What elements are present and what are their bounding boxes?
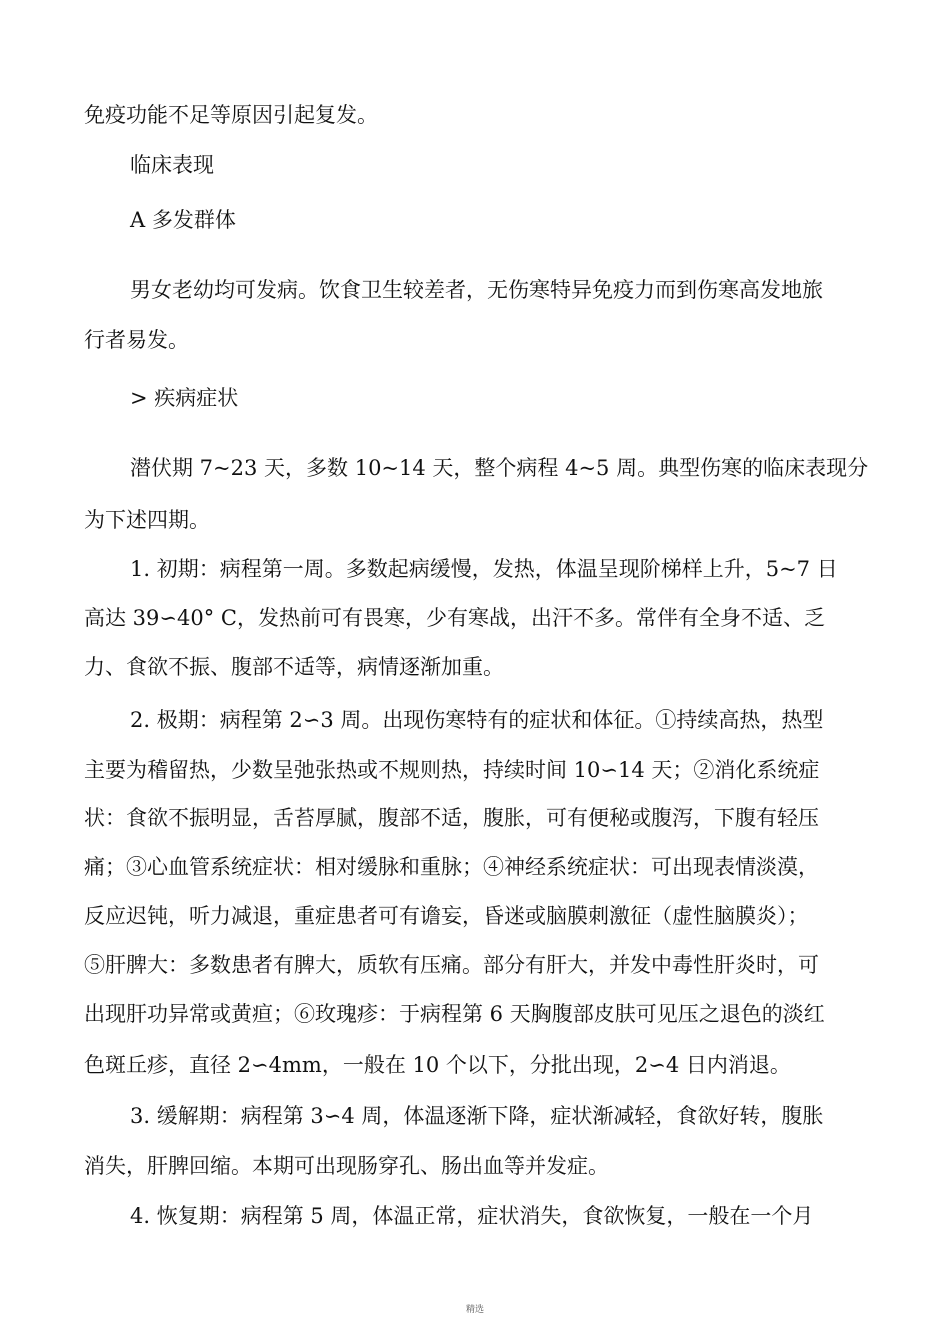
paragraph-line: 高达 39∽40° C，发热前可有畏寒，少有寒战，出汗不多。常伴有全身不适、乏 bbox=[84, 606, 825, 630]
paragraph-line: ⑤肝脾大：多数患者有脾大，质软有压痛。部分有肝大，并发中毒性肝炎时，可 bbox=[84, 953, 819, 977]
page-footer: 精选 bbox=[465, 1305, 484, 1315]
paragraph-line: 男女老幼均可发病。饮食卫生较差者，无伤寒特异免疫力而到伤寒高发地旅 bbox=[130, 278, 823, 302]
paragraph-line: 状：食欲不振明显，舌苔厚腻，腹部不适，腹胀，可有便秘或腹泻，下腹有轻压 bbox=[84, 806, 819, 830]
paragraph-line: 色斑丘疹，直径 2∽4mm，一般在 10 个以下，分批出现，2∽4 日内消退。 bbox=[84, 1053, 791, 1077]
paragraph-line: 力、食欲不振、腹部不适等，病情逐渐加重。 bbox=[84, 655, 504, 679]
subsection-heading: > 疾病症状 bbox=[130, 386, 239, 410]
section-heading: 临床表现 bbox=[130, 153, 214, 177]
paragraph-line: 消失，肝脾回缩。本期可出现肠穿孔、肠出血等并发症。 bbox=[84, 1154, 609, 1178]
subsection-heading: A 多发群体 bbox=[130, 208, 236, 232]
paragraph-line: 痛；③心血管系统症状：相对缓脉和重脉；④神经系统症状：可出现表情淡漠， bbox=[84, 855, 819, 879]
paragraph-line: 潜伏期 7~23 天，多数 10~14 天，整个病程 4~5 周。典型伤寒的临床表现分 bbox=[130, 456, 869, 480]
paragraph-line: 行者易发。 bbox=[84, 328, 189, 352]
paragraph-line: 4. 恢复期：病程第 5 周，体温正常，症状消失，食欲恢复，一般在一个月 bbox=[130, 1204, 814, 1228]
paragraph-line: 3. 缓解期：病程第 3∽4 周，体温逐渐下降，症状渐减轻，食欲好转，腹胀 bbox=[130, 1104, 824, 1128]
paragraph-line: 为下述四期。 bbox=[84, 508, 210, 532]
paragraph-line: 主要为稽留热，少数呈弛张热或不规则热，持续时间 10∽14 天；②消化系统症 bbox=[84, 758, 820, 782]
paragraph-line: 反应迟钝，听力减退，重症患者可有谵妄，昏迷或脑膜刺激征（虚性脑膜炎）； bbox=[84, 904, 809, 928]
paragraph-line: 2. 极期：病程第 2∽3 周。出现伤寒特有的症状和体征。①持续高热，热型 bbox=[130, 708, 824, 732]
paragraph-line: 免疫功能不足等原因引起复发。 bbox=[84, 103, 378, 127]
paragraph-line: 出现肝功异常或黄疸；⑥玫瑰疹：于病程第 6 天胸腹部皮肤可见压之退色的淡红 bbox=[84, 1002, 825, 1026]
paragraph-line: 1. 初期：病程第一周。多数起病缓慢，发热，体温呈现阶梯样上升，5~7 日 bbox=[130, 557, 838, 581]
